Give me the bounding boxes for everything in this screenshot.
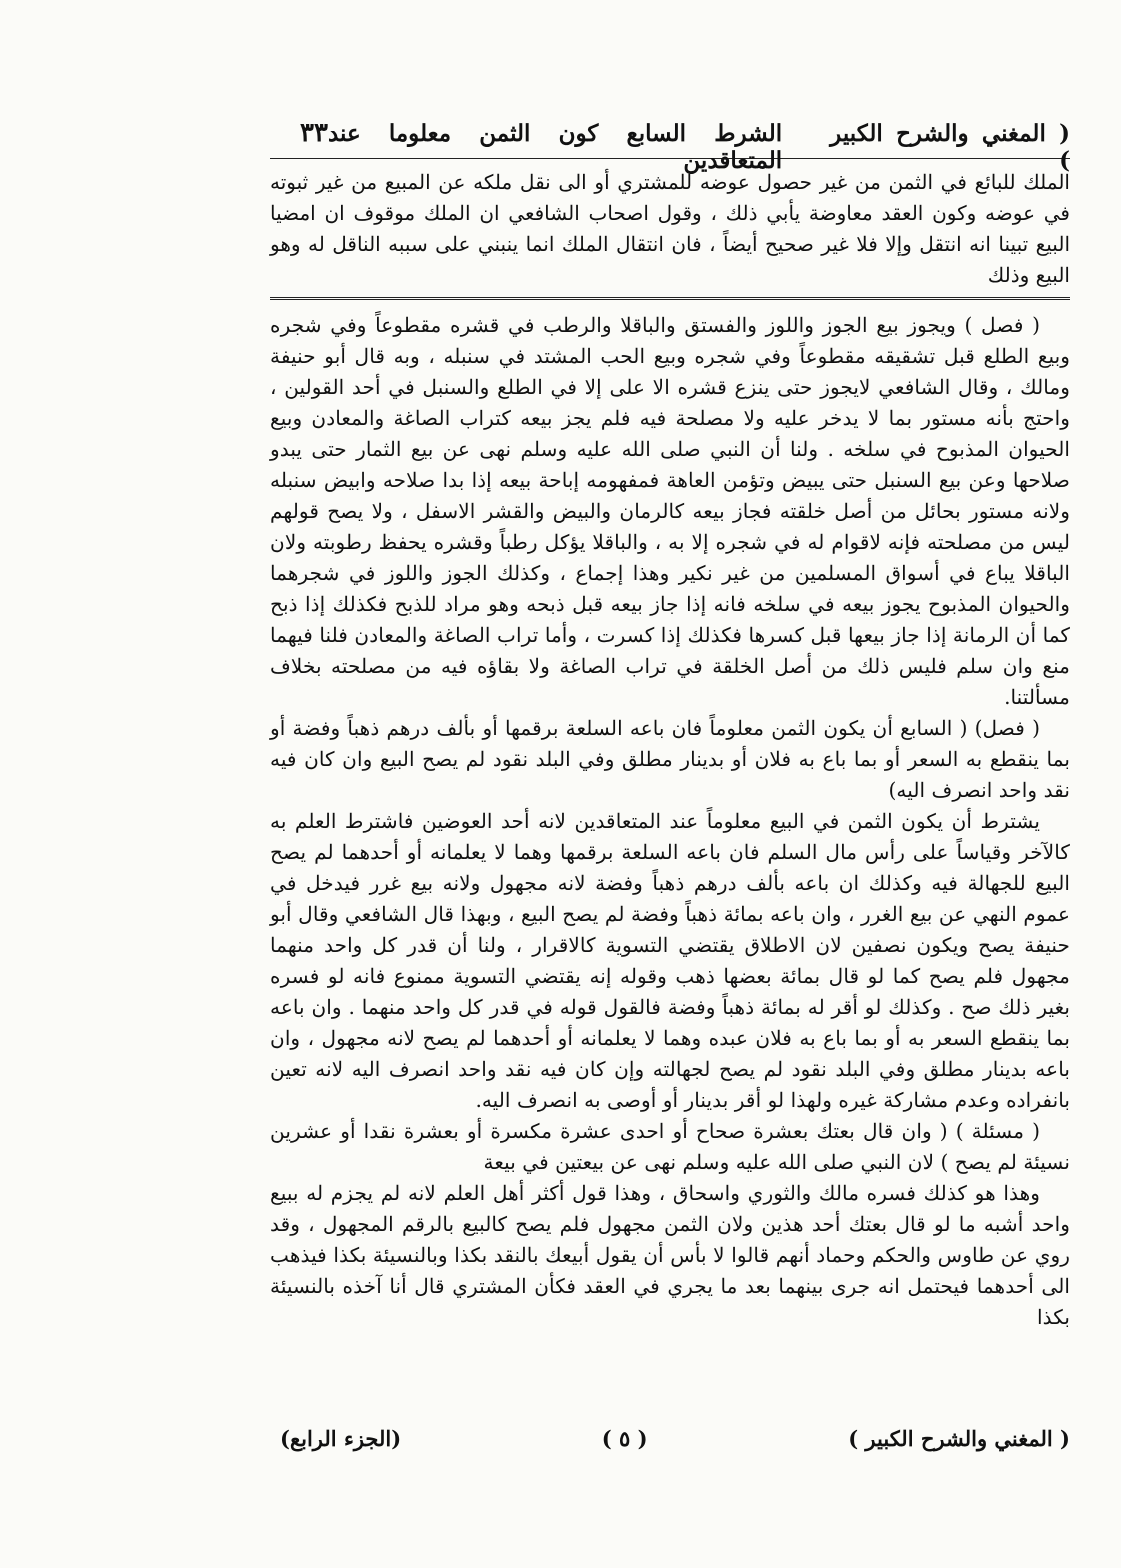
header-book-title: ( المغني والشرح الكبير ) xyxy=(830,120,1070,174)
paragraph-fasl-nuts: ( فصل ) ويجوز بيع الجوز واللوز والفستق والباقلا والرطب في قشره مقطوعاً وفي شجره وبيع الطلع قبل تشقيقه مقطوعاً وفي شجره وبيع الحب المشتد في سنبله ، وبه قال أبو حنيفة ومالك ، وقال الشافعي لايجوز حتى ينزع قشره الا على إلا في الطلع والسنبل في أحد القولين ، واحتج بأنه مستور بما لا يدخر عليه ولا مصلحة فيه فلم يجز بيعه كتراب الصاغة والمعادن وبيع الحيوان المذبوح في سلخه . ولنا أن النبي صلى الله عليه وسلم نهى عن بيع الثمار حتى يبدو صلاحها وعن بيع السنبل حتى يبيض وتؤمن العاهة فمفهومه إباحة بيعه إذا بدا صلاحه وابيض سنبله ولانه مستور بحائل من أصل خلقته فجاز بيعه كالرمان والبيض والقشر الاسفل ، ولا يصح قولهم ليس من مصلحته فإنه لاقوام له في شجره إلا به ، والباقلا يؤكل رطباً وقشره يحفظ رطوبته ولان الباقلا يباع في أسواق المسلمين من غير نكير وهذا إجماع ، وكذلك الجوز واللوز في شجرهما والحيوان المذبوح يجوز بيعه في سلخه فانه إذا جاز بيعه قبل ذبحه وهو مراد للذبح فكذلك إذا ذبح كما أن الرمانة إذا جاز بيعها قبل كسرها فكذلك إذا كسرت ، وأما تراب الصاغة والمعادن فلنا فيهما منع وان سلم فليس ذلك من أصل الخلقة في تراب الصاغة ولا بقاؤه فيه من مصلحته بخلاف مسألتنا. xyxy=(270,313,1070,709)
footer-signature-number: ( ٥ ) xyxy=(601,1426,648,1451)
footer-volume: (الجزء الرابع) xyxy=(280,1426,402,1451)
paragraph-explanation: وهذا هو كذلك فسره مالك والثوري واسحاق ، وهذا قول أكثر أهل العلم لانه لم يجزم له ببيع واحد أشبه ما لو قال بعتك أحد هذين ولان الثمن مجهول فلم يصح كالبيع بالرقم المجهول ، وقد روي عن طاوس والحكم وحماد أنهم قالوا لا بأس أن يقول أبيعك بالنقد بكذا وبالنسيئة بكذا فيذهب الى أحدهما فيحتمل انه جرى بينهما بعد ما يجري في العقد فكأن المشتري قال أنا آخذه بالنسيئة بكذا xyxy=(270,1181,1070,1329)
running-header xyxy=(270,118,1070,174)
section-divider xyxy=(270,297,1070,300)
commentary-text: الملك للبائع في الثمن من غير حصول عوضه للمشتري أو الى نقل ملكه عن المبيع من غير ثبوته في عوضه وكون العقد معاوضة يأبي ذلك ، وقول اصحاب الشافعي ان الملك موقوف ان امضيا البيع تبينا انه انتقل وإلا فلا غير صحيح أيضاً ، فان انتقال الملك انما ينبني على سببه الناقل له وهو البيع وذلك xyxy=(270,170,1070,287)
main-text xyxy=(270,310,1070,1333)
header-chapter-title: الشرط السابع كون الثمن معلوما عند المتعاقدين xyxy=(327,120,783,174)
commentary-block xyxy=(270,167,1070,291)
footer-book-title: ( المغني والشرح الكبير ) xyxy=(848,1426,1070,1451)
paragraph-masala: ( مسئلة ) ( وان قال بعتك بعشرة صحاح أو احدى عشرة مكسرة أو بعشرة نقدا أو عشرين نسيئة لم يصح ) لان النبي صلى الله عليه وسلم نهى عن بيعتين في بيعة xyxy=(270,1119,1070,1174)
page-footer xyxy=(280,1426,1070,1451)
paragraph-fasl-seventh-condition: ( فصل) ( السابع أن يكون الثمن معلوماً فان باعه السلعة برقمها أو بألف درهم ذهباً وفضة أو بما ينقطع به السعر أو بما باع به فلان أو بدينار مطلق وفي البلد نقود لم يصح البيع وان كان فيه نقد واحد انصرف اليه) xyxy=(270,716,1070,802)
book-page xyxy=(270,118,1070,1333)
paragraph-known-price: يشترط أن يكون الثمن في البيع معلوماً عند المتعاقدين لانه أحد العوضين فاشترط العلم به كالآخر وقياساً على رأس مال السلم فان باعه السلعة برقمها وهما لا يعلمانه أو أحدهما لم يصح البيع للجهالة فيه وكذلك ان باعه بألف درهم ذهباً وفضة لانه مجهول ولانه بيع غرر فيدخل في عموم النهي عن بيع الغرر ، وان باعه بمائة ذهباً وفضة لم يصح البيع ، وبهذا قال الشافعي وقال أبو حنيفة يصح ويكون نصفين لان الاطلاق يقتضي التسوية كالاقرار ، ولنا أن قدر كل واحد منهما مجهول فلم يصح كما لو قال بمائة بعضها ذهب وقوله إنه يقتضي التسوية ممنوع فانه لو فسره بغير ذلك صح . وكذلك لو أقر له بمائة ذهباً وفضة فالقول قوله في قدر كل واحد منهما . وان باعه بما ينقطع السعر به أو بما باع به فلان عبده وهما لا يعلمانه أو أحدهما لم يصح لانه مجهول ، وان باعه بدينار مطلق وفي البلد نقود لم يصح لجهالته وإن كان فيه نقد واحد انصرف اليه لانه تعين بانفراده وعدم مشاركة غيره ولهذا لو أقر بدينار أو أوصى به انصرف اليه. xyxy=(270,809,1070,1112)
page-number: ٣٣ xyxy=(300,118,328,148)
